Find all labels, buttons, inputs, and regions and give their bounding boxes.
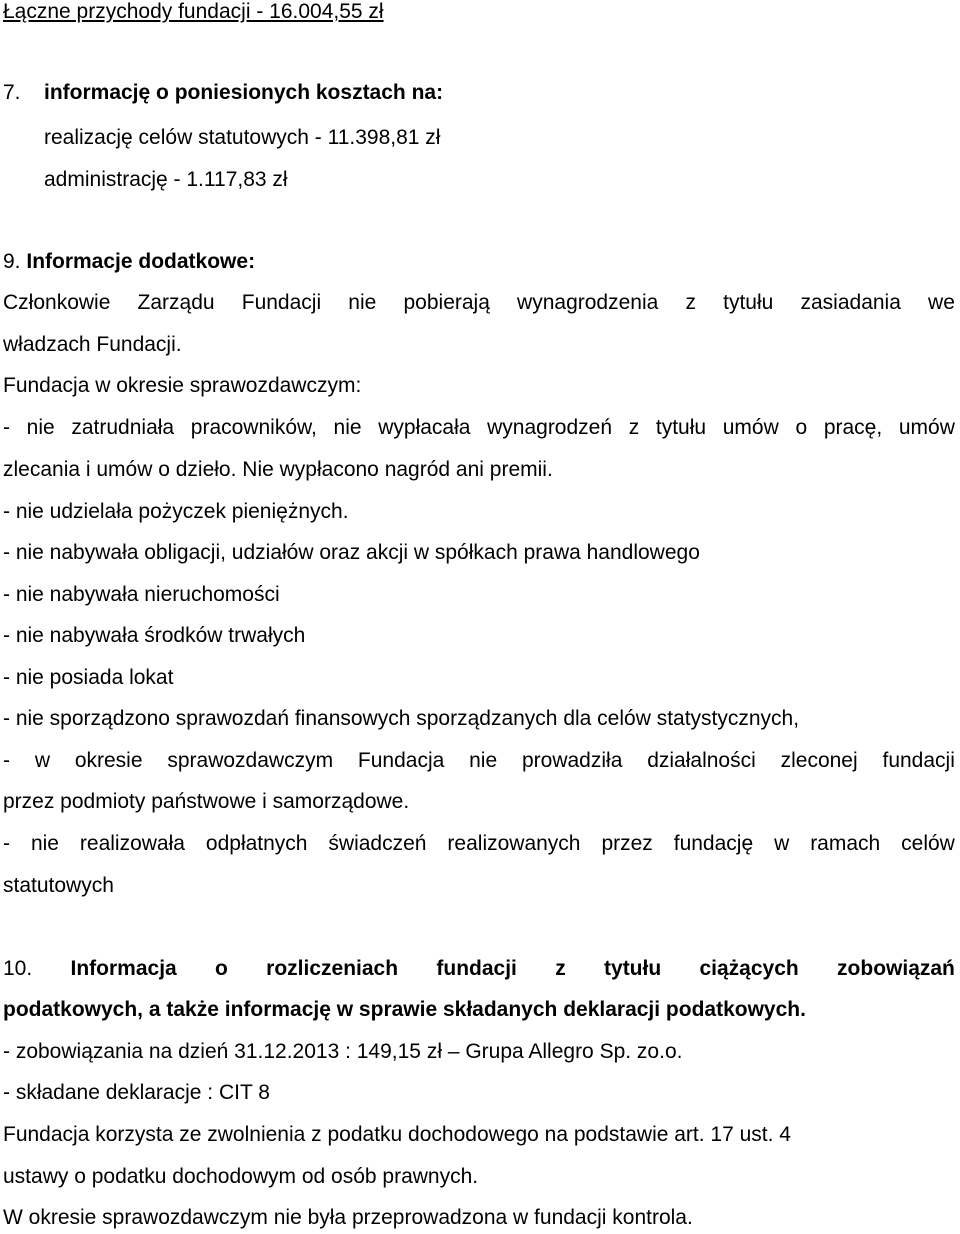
paid-services-line-1-word-3: realizowała bbox=[79, 832, 185, 855]
period-intro: Fundacja w okresie sprawozdawczym: bbox=[3, 374, 362, 397]
employment-line-1-word-11: o bbox=[795, 416, 808, 439]
paid-services-line-1-word-1: - bbox=[3, 832, 10, 855]
commissioned-activity-line-1-word-4: sprawozdawczym bbox=[167, 749, 334, 772]
section-10-number: 10. bbox=[3, 957, 33, 980]
employment-line-2: zlecania i umów o dzieło. Nie wypłacono nagród ani premii. bbox=[3, 458, 553, 481]
section-10-word-1: Informacja bbox=[70, 957, 177, 980]
section-10-word-5: z bbox=[555, 957, 566, 980]
commissioned-activity-line-1-word-3: okresie bbox=[74, 749, 143, 772]
employment-line-1-word-13: umów bbox=[898, 416, 955, 439]
board-remuneration-line-1-word-6: wynagrodzenia bbox=[517, 291, 659, 314]
paid-services-line-1-word-7: przez bbox=[601, 832, 653, 855]
board-remuneration-line-1-word-9: zasiadania bbox=[800, 291, 901, 314]
commissioned-activity-line-1-word-2: w bbox=[34, 749, 50, 772]
board-remuneration-line-1-word-3: Fundacji bbox=[241, 291, 322, 314]
commissioned-activity-line-1 bbox=[3, 749, 955, 773]
board-remuneration-line-1 bbox=[3, 291, 955, 315]
tax-declarations: - składane deklaracje : CIT 8 bbox=[3, 1081, 270, 1104]
section-10-word-6: tytułu bbox=[604, 957, 662, 980]
employment-line-1-word-8: z bbox=[628, 416, 640, 439]
tax-exemption-line-1: Fundacja korzysta ze zwolnienia z podatku dochodowego na podstawie art. 17 ust. 4 bbox=[3, 1123, 791, 1146]
employment-line-1-word-6: wypłacała bbox=[378, 416, 471, 439]
cost-administration: administrację - 1.117,83 zł bbox=[44, 168, 288, 191]
board-remuneration-line-1-word-2: Zarządu bbox=[137, 291, 215, 314]
audit-statement: W okresie sprawozdawczym nie była przeprowadzona w fundacji kontrola. bbox=[3, 1206, 693, 1229]
item-securities: - nie nabywała obligacji, udziałów oraz akcji w spółkach prawa handlowego bbox=[3, 541, 700, 564]
board-remuneration-line-1-word-1: Członkowie bbox=[3, 291, 111, 314]
section-10-word-7: ciążących bbox=[699, 957, 799, 980]
paid-services-line-1-word-5: świadczeń bbox=[328, 832, 427, 855]
item-real-estate: - nie nabywała nieruchomości bbox=[3, 583, 280, 606]
employment-line-1-word-3: zatrudniała bbox=[71, 416, 175, 439]
section-10-word-3: rozliczeniach bbox=[266, 957, 399, 980]
paid-services-line-1-word-6: realizowanych bbox=[447, 832, 581, 855]
paid-services-line-1-word-10: ramach bbox=[810, 832, 881, 855]
paid-services-line-2: statutowych bbox=[3, 874, 114, 897]
board-remuneration-line-2: władzach Fundacji. bbox=[3, 333, 182, 356]
commissioned-activity-line-1-word-7: prowadziła bbox=[521, 749, 623, 772]
paid-services-line-1-word-11: celów bbox=[901, 832, 955, 855]
section-10-word-4: fundacji bbox=[436, 957, 517, 980]
total-income: Łączne przychody fundacji - 16.004,55 zł bbox=[3, 0, 384, 23]
paid-services-line-1-word-2: nie bbox=[30, 832, 59, 855]
item-fixed-assets: - nie nabywała środków trwałych bbox=[3, 624, 306, 647]
section-9-number: 9. bbox=[3, 250, 21, 273]
employment-line-1-word-10: umów bbox=[722, 416, 779, 439]
section-10-heading-line-2: podatkowych, a także informację w sprawie składanych deklaracji podatkowych. bbox=[3, 998, 806, 1021]
employment-line-1-word-7: wynagrodzeń bbox=[487, 416, 613, 439]
tax-liabilities: - zobowiązania na dzień 31.12.2013 : 149,15 zł – Grupa Allegro Sp. zo.o. bbox=[3, 1040, 683, 1063]
tax-exemption-line-2: ustawy o podatku dochodowym od osób prawnych. bbox=[3, 1165, 479, 1188]
employment-line-1 bbox=[3, 416, 955, 440]
item-deposits: - nie posiada lokat bbox=[3, 666, 174, 689]
commissioned-activity-line-1-word-1: - bbox=[3, 749, 10, 772]
paid-services-line-1-word-4: odpłatnych bbox=[205, 832, 308, 855]
section-9-title: Informacje dodatkowe: bbox=[26, 250, 256, 273]
section-10-heading-line-1 bbox=[3, 957, 955, 981]
board-remuneration-line-1-word-8: tytułu bbox=[723, 291, 774, 314]
section-9-heading bbox=[3, 250, 955, 274]
employment-line-1-word-5: nie bbox=[333, 416, 362, 439]
item-loans: - nie udzielała pożyczek pieniężnych. bbox=[3, 500, 349, 523]
board-remuneration-line-1-word-7: z bbox=[685, 291, 696, 314]
board-remuneration-line-1-word-10: we bbox=[928, 291, 955, 314]
commissioned-activity-line-1-word-9: zleconej bbox=[780, 749, 858, 772]
board-remuneration-line-1-word-5: pobierają bbox=[403, 291, 490, 314]
employment-line-1-word-2: nie bbox=[26, 416, 55, 439]
commissioned-activity-line-1-word-10: fundacji bbox=[882, 749, 955, 772]
section-7-title: informację o poniesionych kosztach na: bbox=[44, 81, 444, 104]
item-statistical-reports: - nie sporządzono sprawozdań finansowych sporządzanych dla celów statystycznych, bbox=[3, 707, 800, 730]
commissioned-activity-line-1-word-8: działalności bbox=[647, 749, 756, 772]
paid-services-line-1-word-9: w bbox=[774, 832, 790, 855]
board-remuneration-line-1-word-4: nie bbox=[348, 291, 377, 314]
employment-line-1-word-9: tytułu bbox=[655, 416, 707, 439]
employment-line-1-word-4: pracowników, bbox=[190, 416, 317, 439]
commissioned-activity-line-2: przez podmioty państwowe i samorządowe. bbox=[3, 790, 410, 813]
employment-line-1-word-1: - bbox=[3, 416, 10, 439]
commissioned-activity-line-1-word-6: nie bbox=[469, 749, 498, 772]
employment-line-1-word-12: pracę, bbox=[823, 416, 883, 439]
section-10-word-8: zobowiązań bbox=[837, 957, 955, 980]
section-7-heading bbox=[3, 81, 955, 105]
section-7-number: 7. bbox=[3, 81, 21, 104]
section-10-word-2: o bbox=[215, 957, 228, 980]
paid-services-line-1-word-8: fundację bbox=[673, 832, 754, 855]
commissioned-activity-line-1-word-5: Fundacja bbox=[357, 749, 445, 772]
cost-statutory-goals: realizację celów statutowych - 11.398,81 zł bbox=[44, 126, 441, 149]
paid-services-line-1 bbox=[3, 832, 955, 856]
section-10-heading-words bbox=[3, 957, 955, 981]
